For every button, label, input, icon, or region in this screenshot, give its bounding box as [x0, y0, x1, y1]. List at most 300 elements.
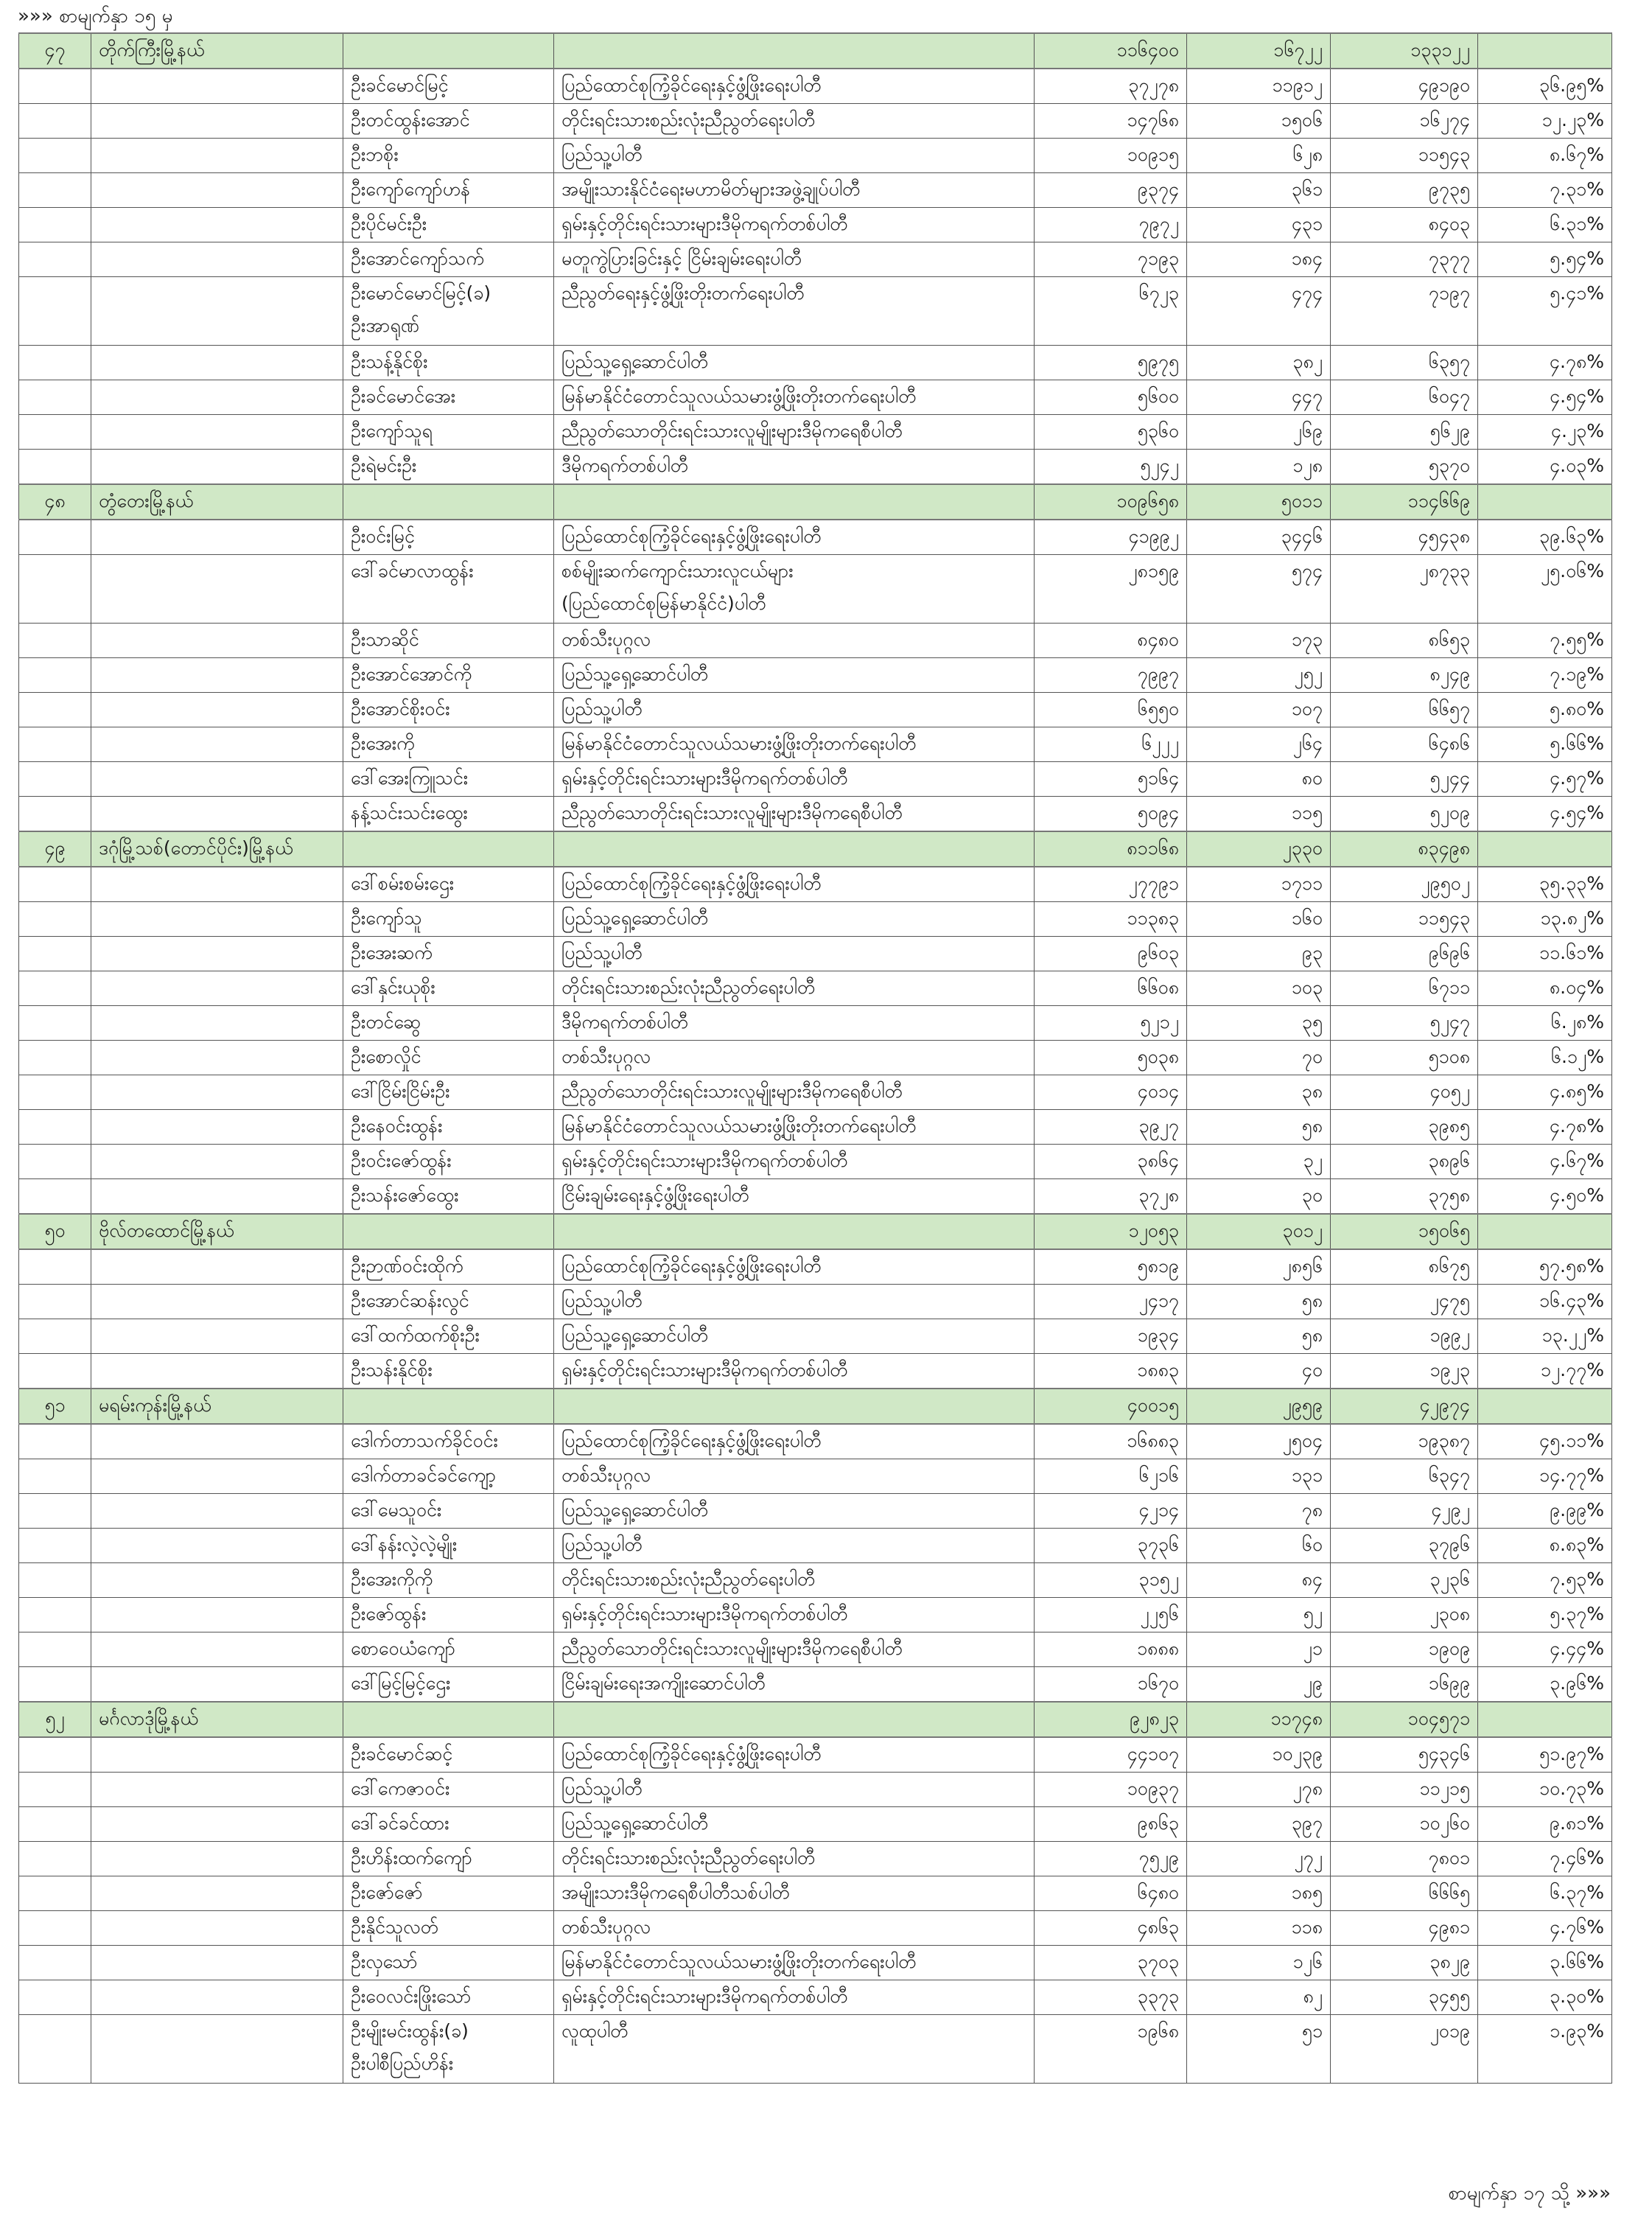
advance-votes: ၅၈ [1187, 1285, 1331, 1319]
empty-cell [1478, 831, 1612, 867]
candidate-row [19, 902, 1612, 937]
empty-cell [19, 380, 91, 415]
candidate-name: ဦးဝင်းမြင့် [351, 525, 415, 547]
candidate-name: ဦးဇော်ဇော် [351, 1882, 423, 1903]
party-name-cell [554, 1459, 1035, 1494]
party-name-cell [554, 658, 1035, 693]
candidate-name-cell [343, 1041, 554, 1075]
candidate-row [19, 867, 1612, 902]
party-name: ပြည်ထောင်စုကြံ့ခိုင်ရေးနှင့်ဖွံ့ဖြိုးရေးပါတီ [561, 873, 822, 894]
candidate-row [19, 971, 1612, 1006]
party-name-cell [554, 1354, 1035, 1389]
empty-cell [91, 1424, 343, 1459]
party-name: ငြိမ်းချမ်းရေးနှင့်ဖွံ့ဖြိုးရေးပါတီ [561, 1184, 749, 1206]
candidate-row [19, 346, 1612, 380]
vote-percentage: ၄.၇၈% [1478, 346, 1612, 380]
party-name: ညီညွတ်သောတိုင်းရင်းသားလူမျိုးများဒီမိုကရေစီပါတီ [561, 1638, 903, 1659]
empty-cell [1478, 1702, 1612, 1737]
total-votes: ၉၇၃၅ [1331, 173, 1478, 208]
vote-percentage: ၄.၇၆% [1478, 1911, 1612, 1946]
empty-cell [19, 1249, 91, 1285]
candidate-name-cell [343, 1598, 554, 1632]
total-advance-votes: ၅၀၁၁ [1187, 484, 1331, 520]
empty-cell [91, 1807, 343, 1842]
candidate-name: ဒေါက်တာခင်ခင်ကျော့ [351, 1464, 497, 1486]
township-number: ၄၇ [19, 33, 91, 69]
empty-cell [91, 867, 343, 902]
advance-votes: ၂၆၉ [1187, 415, 1331, 450]
empty-cell [19, 1667, 91, 1703]
advance-votes: ၃၀ [1187, 1179, 1331, 1215]
advance-votes: ၈၄ [1187, 1563, 1331, 1598]
empty-cell [91, 727, 343, 762]
candidate-row [19, 1075, 1612, 1110]
vote-percentage: ၄.၅၀% [1478, 1179, 1612, 1215]
township-number: ၅၂ [19, 1702, 91, 1737]
total-votes: ၂၃၀၈ [1331, 1598, 1478, 1632]
party-name-cell [554, 1424, 1035, 1459]
candidate-name-cell [343, 1179, 554, 1215]
empty-cell [19, 1807, 91, 1842]
empty-cell [343, 1389, 554, 1424]
empty-cell [19, 902, 91, 937]
party-name: မြန်မာနိုင်ငံတောင်သူလယ်သမားဖွံ့ဖြိုးတိုးတက်ရေးပါတီ [561, 385, 917, 407]
empty-cell [91, 937, 343, 971]
empty-cell [19, 1529, 91, 1563]
party-name-cell [554, 1249, 1035, 1285]
empty-cell [19, 937, 91, 971]
party-name: ငြိမ်းချမ်းရေးအကျိုးဆောင်ပါတီ [561, 1672, 766, 1694]
empty-cell [343, 1702, 554, 1737]
total-advance-votes: ၃၀၁၂ [1187, 1214, 1331, 1249]
vote-percentage: ၅.၈၀% [1478, 693, 1612, 727]
party-name-cell [554, 867, 1035, 902]
advance-votes: ၁၂၆ [1187, 1946, 1331, 1980]
total-votes: ၈၄၀၃ [1331, 208, 1478, 242]
empty-cell [91, 520, 343, 555]
table-body [19, 33, 1612, 2084]
empty-cell [19, 1110, 91, 1145]
party-name-cell [554, 1842, 1035, 1876]
valid-votes: ၇၉၉၇ [1035, 658, 1187, 693]
empty-cell [1478, 33, 1612, 69]
vote-percentage: ၅၇.၅၈% [1478, 1249, 1612, 1285]
empty-cell [19, 69, 91, 104]
advance-votes: ၂၇၈ [1187, 1773, 1331, 1807]
vote-percentage: ၇.၄၆% [1478, 1842, 1612, 1876]
total-votes: ၄၉၁၉၀ [1331, 69, 1478, 104]
empty-cell [1478, 484, 1612, 520]
party-name: ပြည်ထောင်စုကြံ့ခိုင်ရေးနှင့်ဖွံ့ဖြိုးရေးပါတီ [561, 1255, 822, 1277]
valid-votes: ၈၄၈၀ [1035, 624, 1187, 658]
total-advance-votes: ၂၃၃၀ [1187, 831, 1331, 867]
party-name-cell [554, 555, 1035, 624]
candidate-name: ဦးအာရုဏ် [351, 315, 419, 336]
party-name-cell [554, 1319, 1035, 1354]
candidate-name-cell [343, 762, 554, 797]
total-votes: ၃၂၃၆ [1331, 1563, 1478, 1598]
vote-percentage: ၁၆.၄၃% [1478, 1285, 1612, 1319]
valid-votes: ၂၇၇၉၁ [1035, 867, 1187, 902]
township-header-row [19, 1702, 1612, 1737]
valid-votes: ၂၂၅၆ [1035, 1598, 1187, 1632]
party-name: ပြည်သူ့ပါတီ [561, 1290, 643, 1311]
valid-votes: ၅၁၆၄ [1035, 762, 1187, 797]
total-votes: ၁၀၄၅၇၁ [1331, 1702, 1478, 1737]
candidate-name: ဒေါ်ကေဇာဝင်း [351, 1778, 450, 1799]
candidate-name-cell [343, 520, 554, 555]
empty-cell [554, 33, 1035, 69]
party-name: တစ်သီးပုဂ္ဂလ [561, 1464, 651, 1486]
candidate-name: ဦးမျိုးမင်းထွန်း(ခ) [351, 2020, 469, 2042]
empty-cell [19, 208, 91, 242]
empty-cell [91, 1529, 343, 1563]
vote-percentage: ၇.၅၃% [1478, 1563, 1612, 1598]
vote-percentage: ၄၅.၁၁% [1478, 1424, 1612, 1459]
empty-cell [91, 1319, 343, 1354]
empty-cell [554, 1389, 1035, 1424]
total-votes: ၁၀၂၆၀ [1331, 1807, 1478, 1842]
candidate-name-cell [343, 1737, 554, 1773]
candidate-name: ဦးကျော်ကျော်ဟန် [351, 178, 471, 200]
vote-percentage: ၈.၀၄% [1478, 971, 1612, 1006]
party-name-cell [554, 520, 1035, 555]
party-name: တစ်သီးပုဂ္ဂလ [561, 629, 651, 650]
empty-cell [91, 971, 343, 1006]
advance-votes: ၄၀ [1187, 1354, 1331, 1389]
candidate-name: ဦးကျော်သူရ [351, 420, 433, 441]
total-votes: ၁၁၂၁၅ [1331, 1773, 1478, 1807]
vote-percentage: ၄.၄၄% [1478, 1632, 1612, 1667]
empty-cell [19, 173, 91, 208]
empty-cell [19, 797, 91, 832]
total-votes: ၄၉၈၁ [1331, 1911, 1478, 1946]
advance-votes: ၁၁၅ [1187, 797, 1331, 832]
advance-votes: ၁၇၃ [1187, 624, 1331, 658]
candidate-name: ဦးသန့်နိုင်စိုး [351, 351, 428, 372]
empty-cell [19, 139, 91, 173]
valid-votes: ၆၆၀၈ [1035, 971, 1187, 1006]
valid-votes: ၆၇၂၃ [1035, 277, 1187, 346]
party-name-cell [554, 1075, 1035, 1110]
candidate-row [19, 1842, 1612, 1876]
vote-percentage: ၃.၆၆% [1478, 1946, 1612, 1980]
valid-votes: ၃၃၇၃ [1035, 1980, 1187, 2015]
vote-percentage: ၃.၉၆% [1478, 1667, 1612, 1703]
party-name-cell [554, 208, 1035, 242]
party-name: အမျိုးသားဒီမိုကရေစီပါတီသစ်ပါတီ [561, 1882, 790, 1903]
party-name: တစ်သီးပုဂ္ဂလ [561, 1916, 651, 1938]
valid-votes: ၁၄၇၆၈ [1035, 104, 1187, 139]
advance-votes: ၁၁၈ [1187, 1911, 1331, 1946]
total-votes: ၈၆၅၃ [1331, 624, 1478, 658]
township-number: ၄၈ [19, 484, 91, 520]
empty-cell [19, 1737, 91, 1773]
candidate-name: ဦးနိုင်သူလတ် [351, 1916, 438, 1938]
valid-votes: ၄၂၁၄ [1035, 1494, 1187, 1529]
total-votes: ၆၀၄၇ [1331, 380, 1478, 415]
party-name: ပြည်သူ့ရှေ့ဆောင်ပါတီ [561, 1499, 709, 1520]
valid-votes: ၇၁၉၃ [1035, 242, 1187, 277]
advance-votes: ၁၃၁ [1187, 1459, 1331, 1494]
candidate-name: ဒေါ်မြင့်မြင့်ဌေး [351, 1672, 451, 1694]
total-votes: ၂၄၇၅ [1331, 1285, 1478, 1319]
total-valid-votes: ၁၁၆၄၀၀ [1035, 33, 1187, 69]
advance-votes: ၃၉၇ [1187, 1807, 1331, 1842]
candidate-name-cell [343, 277, 554, 346]
total-valid-votes: ၉၂၈၂၃ [1035, 1702, 1187, 1737]
advance-votes: ၁၆၀ [1187, 902, 1331, 937]
empty-cell [19, 762, 91, 797]
vote-percentage: ၄.၅၄% [1478, 380, 1612, 415]
party-name-cell [554, 727, 1035, 762]
party-name-cell [554, 346, 1035, 380]
candidate-name: ဦးသန်းဇော်ထွေး [351, 1184, 459, 1206]
total-votes: ၁၉၀၉ [1331, 1632, 1478, 1667]
candidate-row [19, 1041, 1612, 1075]
candidate-name: ဦးမောင်မောင်မြင့်(ခ) [351, 282, 491, 304]
vote-percentage: ၂၅.၀၆% [1478, 555, 1612, 624]
advance-votes: ၃၂ [1187, 1145, 1331, 1179]
party-name-cell [554, 415, 1035, 450]
party-name: ညီညွတ်သောတိုင်းရင်းသားလူမျိုးများဒီမိုကရေစီပါတီ [561, 1080, 903, 1102]
candidate-name: ဒေါ်ခင်ခင်ထား [351, 1812, 449, 1834]
empty-cell [19, 277, 91, 346]
candidate-name-cell [343, 658, 554, 693]
valid-votes: ၉၆၀၃ [1035, 937, 1187, 971]
empty-cell [91, 1980, 343, 2015]
advance-votes: ၂၇၂ [1187, 1842, 1331, 1876]
valid-votes: ၁၀၉၁၅ [1035, 139, 1187, 173]
total-votes: ၃၇၉၆ [1331, 1529, 1478, 1563]
empty-cell [91, 1911, 343, 1946]
candidate-row [19, 1946, 1612, 1980]
valid-votes: ၉၃၇၄ [1035, 173, 1187, 208]
candidate-row [19, 69, 1612, 104]
empty-cell [91, 797, 343, 832]
party-name-cell [554, 1911, 1035, 1946]
candidate-row [19, 1911, 1612, 1946]
total-votes: ၃၈၉၆ [1331, 1145, 1478, 1179]
candidate-name-cell [343, 971, 554, 1006]
candidate-name: ဦးဉာဏ်ဝင်းထိုက် [351, 1255, 463, 1277]
empty-cell [91, 173, 343, 208]
candidate-name: ဦးအေးဆက် [351, 942, 433, 963]
candidate-name: စောဝေယံကျော် [351, 1638, 456, 1659]
candidate-name-cell [343, 1249, 554, 1285]
valid-votes: ၃၁၅၂ [1035, 1563, 1187, 1598]
party-name-cell [554, 1145, 1035, 1179]
advance-votes: ၁၀၃ [1187, 971, 1331, 1006]
valid-votes: ၅၀၃၈ [1035, 1041, 1187, 1075]
candidate-name-cell [343, 1006, 554, 1041]
township-number: ၄၉ [19, 831, 91, 867]
total-votes: ၁၉၃၈၇ [1331, 1424, 1478, 1459]
candidate-row [19, 1980, 1612, 2015]
empty-cell [91, 277, 343, 346]
candidate-row [19, 450, 1612, 485]
valid-votes: ၁၀၉၃၇ [1035, 1773, 1187, 1807]
advance-votes: ၄၄၇ [1187, 380, 1331, 415]
empty-cell [91, 2015, 343, 2084]
total-votes: ၇၁၉၇ [1331, 277, 1478, 346]
total-valid-votes: ၈၁၁၆၈ [1035, 831, 1187, 867]
candidate-name: ဦးဘစိုး [351, 144, 399, 165]
vote-percentage: ၅.၃၇% [1478, 1598, 1612, 1632]
empty-cell [19, 727, 91, 762]
candidate-name-cell [343, 693, 554, 727]
party-name: ညီညွတ်သောတိုင်းရင်းသားလူမျိုးများဒီမိုကရေစီပါတီ [561, 802, 903, 823]
party-name: တိုင်းရင်းသားစည်းလုံးညီညွတ်ရေးပါတီ [561, 109, 816, 130]
empty-cell [19, 415, 91, 450]
valid-votes: ၅၆၀၀ [1035, 380, 1187, 415]
empty-cell [91, 1563, 343, 1598]
candidate-name: ဦးအေးကို [351, 733, 415, 754]
vote-percentage: ၃၉.၆၃% [1478, 520, 1612, 555]
candidate-row [19, 1737, 1612, 1773]
valid-votes: ၃၇၀၃ [1035, 1946, 1187, 1980]
party-name-cell [554, 971, 1035, 1006]
candidate-row [19, 762, 1612, 797]
empty-cell [91, 1041, 343, 1075]
township-name: တိုက်ကြီးမြို့နယ် [91, 33, 343, 69]
candidate-name: ဦးကျော်သူ [351, 907, 422, 929]
candidate-name: ဦးဇော်ထွန်း [351, 1603, 427, 1624]
candidate-row [19, 1494, 1612, 1529]
total-votes: ၆၇၁၁ [1331, 971, 1478, 1006]
candidate-name-cell [343, 1529, 554, 1563]
party-name: ပြည်သူ့ပါတီ [561, 1778, 643, 1799]
empty-cell [91, 1110, 343, 1145]
party-name-cell [554, 797, 1035, 832]
party-name-cell [554, 1980, 1035, 2015]
advance-votes: ၂၈၅၆ [1187, 1249, 1331, 1285]
empty-cell [19, 1632, 91, 1667]
party-name: တိုင်းရင်းသားစည်းလုံးညီညွတ်ရေးပါတီ [561, 1847, 816, 1868]
vote-percentage: ၁၂.၂၃% [1478, 104, 1612, 139]
valid-votes: ၄၄၁၀၇ [1035, 1737, 1187, 1773]
candidate-name-cell [343, 1145, 554, 1179]
advance-votes: ၄၃၁ [1187, 208, 1331, 242]
total-votes: ၅၃၇၀ [1331, 450, 1478, 485]
party-name: ရှမ်းနှင့်တိုင်းရင်းသားများဒီမိုကရက်တစ်ပါတီ [561, 1603, 848, 1624]
empty-cell [19, 1459, 91, 1494]
advance-votes: ၈၂ [1187, 1980, 1331, 2015]
candidate-name: ဦးခင်မောင်အေး [351, 385, 456, 407]
empty-cell [19, 1876, 91, 1911]
empty-cell [91, 1842, 343, 1876]
candidate-name-cell [343, 1667, 554, 1703]
township-name: ဗိုလ်တထောင်မြို့နယ် [91, 1214, 343, 1249]
vote-percentage: ၃၆.၉၅% [1478, 69, 1612, 104]
party-name: အမျိုးသားနိုင်ငံရေးမဟာမိတ်များအဖွဲ့ချုပ်ပါတီ [561, 178, 861, 200]
valid-votes: ၅၂၁၂ [1035, 1006, 1187, 1041]
vote-percentage: ၆.၃၇% [1478, 1876, 1612, 1911]
empty-cell [19, 1911, 91, 1946]
vote-percentage: ၈.၆၇% [1478, 139, 1612, 173]
candidate-row [19, 242, 1612, 277]
candidate-name-cell [343, 1946, 554, 1980]
valid-votes: ၁၈၈၈ [1035, 1632, 1187, 1667]
advance-votes: ၂၉ [1187, 1667, 1331, 1703]
valid-votes: ၃၇၂၈ [1035, 1179, 1187, 1215]
advance-votes: ၂၆၄ [1187, 727, 1331, 762]
candidate-name-cell [343, 1459, 554, 1494]
empty-cell [19, 693, 91, 727]
candidate-row [19, 208, 1612, 242]
candidate-name-cell [343, 937, 554, 971]
total-votes: ၈၂၄၉ [1331, 658, 1478, 693]
party-name-cell [554, 1946, 1035, 1980]
empty-cell [91, 139, 343, 173]
party-name-cell [554, 1598, 1035, 1632]
party-name-cell [554, 1041, 1035, 1075]
valid-votes: ၃၈၆၄ [1035, 1145, 1187, 1179]
empty-cell [19, 1946, 91, 1980]
total-advance-votes: ၁၆၇၂၂ [1187, 33, 1331, 69]
township-name: မရမ်းကုန်းမြို့နယ် [91, 1389, 343, 1424]
empty-cell [19, 1006, 91, 1041]
empty-cell [19, 1145, 91, 1179]
candidate-name-cell [343, 624, 554, 658]
party-name-cell [554, 1494, 1035, 1529]
candidate-row [19, 173, 1612, 208]
total-votes: ၂၀၁၉ [1331, 2015, 1478, 2084]
candidate-row [19, 1773, 1612, 1807]
total-votes: ၁၁၅၄၃ [1331, 902, 1478, 937]
candidate-row [19, 937, 1612, 971]
continued-from-note: »»» စာမျက်နှာ ၁၅ မှ [18, 5, 173, 27]
party-name: ညီညွတ်သောတိုင်းရင်းသားလူမျိုးများဒီမိုကရေစီပါတီ [561, 420, 903, 441]
candidate-name: ဒေါက်တာသက်ခိုင်ဝင်း [351, 1430, 498, 1451]
candidate-name-cell [343, 867, 554, 902]
total-valid-votes: ၁၀၉၆၅၈ [1035, 484, 1187, 520]
empty-cell [91, 1179, 343, 1215]
valid-votes: ၅၂၄၂ [1035, 450, 1187, 485]
candidate-name: ဦးဟိန်းထက်ကျော် [351, 1847, 472, 1868]
party-name: တိုင်းရင်းသားစည်းလုံးညီညွတ်ရေးပါတီ [561, 1568, 816, 1590]
candidate-name: ဒေါ်ထက်ထက်စိုးဦး [351, 1324, 480, 1346]
vote-percentage: ၄.၀၃% [1478, 450, 1612, 485]
township-header-row [19, 1214, 1612, 1249]
total-votes: ၈၆၇၅ [1331, 1249, 1478, 1285]
total-votes: ၂၈၇၃၃ [1331, 555, 1478, 624]
total-votes: ၁၆၂၇၄ [1331, 104, 1478, 139]
valid-votes: ၁၉၃၄ [1035, 1319, 1187, 1354]
vote-percentage: ၄.၈၅% [1478, 1075, 1612, 1110]
total-valid-votes: ၁၂၀၅၃ [1035, 1214, 1187, 1249]
candidate-name-cell [343, 139, 554, 173]
empty-cell [91, 415, 343, 450]
valid-votes: ၅၈၁၉ [1035, 1249, 1187, 1285]
empty-cell [554, 1702, 1035, 1737]
party-name-cell [554, 902, 1035, 937]
empty-cell [554, 1214, 1035, 1249]
valid-votes: ၁၆၈၈၃ [1035, 1424, 1187, 1459]
valid-votes: ၁၁၃၈၃ [1035, 902, 1187, 937]
party-name: ရှမ်းနှင့်တိုင်းရင်းသားများဒီမိုကရက်တစ်ပါတီ [561, 1986, 848, 2007]
candidate-name-cell [343, 69, 554, 104]
party-name-cell [554, 173, 1035, 208]
party-name-cell [554, 1179, 1035, 1215]
party-name: ပြည်ထောင်စုကြံ့ခိုင်ရေးနှင့်ဖွံ့ဖြိုးရေးပါတီ [561, 1743, 822, 1764]
party-name-cell [554, 1667, 1035, 1703]
party-name: ရှမ်းနှင့်တိုင်းရင်းသားများဒီမိုကရက်တစ်ပါတီ [561, 1359, 848, 1380]
empty-cell [19, 1041, 91, 1075]
candidate-name-cell [343, 1911, 554, 1946]
empty-cell [19, 242, 91, 277]
candidate-name-cell [343, 1807, 554, 1842]
